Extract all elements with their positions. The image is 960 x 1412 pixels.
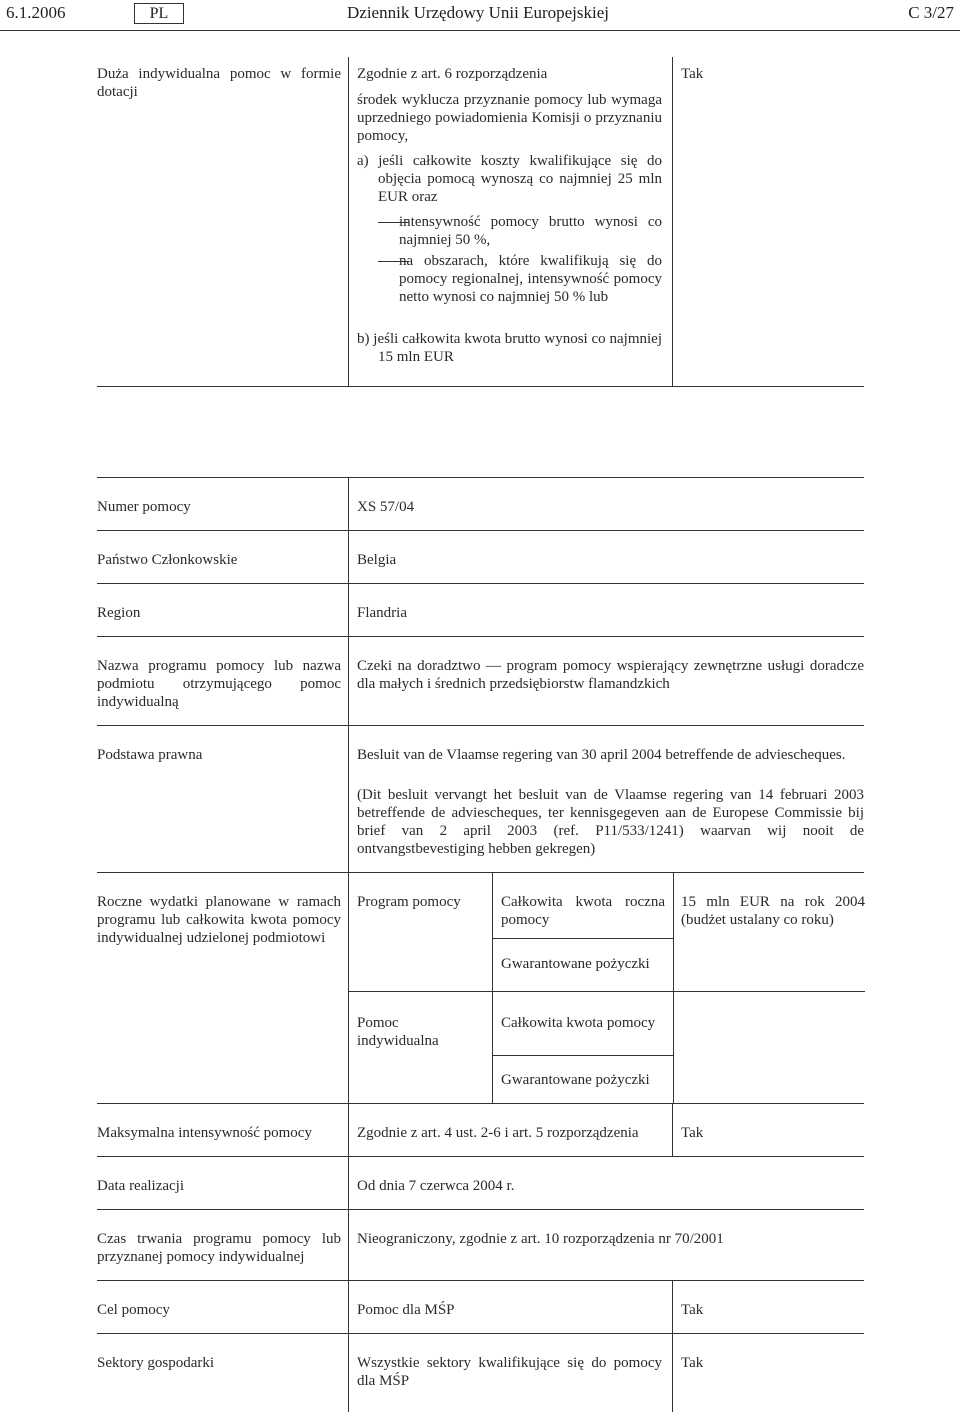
economic-sectors-value: Wszystkie sektory kwalifikujące się do pomocy dla MŚP <box>357 1355 662 1389</box>
max-intensity-value: Zgodnie z art. 4 ust. 2-6 i art. 5 rozporządzenia <box>357 1125 639 1141</box>
row-annual-expenditure <box>97 872 864 1103</box>
large-aid-intro: środek wyklucza przyznanie pomocy lub wymaga uprzedniego powiadomienia Komisji o przyznaniu pomocy, <box>357 92 662 144</box>
large-aid-row <box>97 57 864 387</box>
max-intensity-answer: Tak <box>681 1125 704 1141</box>
row-aid-number <box>97 477 864 530</box>
page-number: C 3/27 <box>908 3 954 22</box>
row-economic-sectors <box>97 1333 864 1412</box>
implementation-date-label: Data realizacji <box>97 1178 185 1194</box>
aid-number-value: XS 57/04 <box>357 499 415 515</box>
annual-expenditure-label: Roczne wydatki planowane w ramach programu lub całkowita kwota pomocy indywidualnej udzielonej podmiotowi <box>97 894 341 946</box>
row-region <box>97 583 864 636</box>
individual-total-label: Całkowita kwota pomocy <box>501 1015 656 1031</box>
program-label: Program pomocy <box>357 894 461 910</box>
aid-number-label: Numer pomocy <box>97 499 191 515</box>
large-aid-point-b: b) jeśli całkowita kwota brutto wynosi co najmniej 15 mln EUR <box>357 331 662 365</box>
individual-loans-label: Gwarantowane pożyczki <box>501 1072 650 1088</box>
row-duration <box>97 1209 864 1280</box>
publication-date: 6.1.2006 <box>6 3 66 22</box>
program-total-value: 15 mln EUR na rok 2004 (budżet ustalany co roku) <box>681 894 865 928</box>
region-label: Region <box>97 605 141 621</box>
economic-sectors-label: Sektory gospodarki <box>97 1355 215 1371</box>
large-aid-label: Duża indywidualna pomoc w formie dotacji <box>97 66 341 100</box>
large-aid-dash-2: na obszarach, które kwalifikują się do pomocy regionalnej, intensywność pomocy netto wynosi co najmniej 50 % lub <box>378 252 662 306</box>
row-max-intensity <box>97 1103 864 1156</box>
language-badge: PL <box>134 3 184 24</box>
large-aid-dash-1: intensywność pomocy brutto wynosi co najmniej 50 %, <box>378 213 662 249</box>
large-aid-point-a: a) jeśli całkowite koszty kwalifikujące się do objęcia pomocą wynoszą co najmniej 25 mln EUR oraz <box>357 153 662 205</box>
economic-sectors-answer: Tak <box>681 1355 704 1371</box>
program-block <box>349 873 865 992</box>
duration-value: Nieograniczony, zgodnie z art. 10 rozporządzenia nr 70/2001 <box>357 1231 724 1247</box>
individual-label: Pomoc indywidualna <box>357 1015 439 1049</box>
max-intensity-label: Maksymalna intensywność pomocy <box>97 1125 312 1141</box>
duration-label: Czas trwania programu pomocy lub przyznanej pomocy indywidualnej <box>97 1231 341 1265</box>
region-value: Flandria <box>357 605 407 621</box>
legal-basis-value-1: Besluit van de Vlaamse regering van 30 april 2004 betreffende de adviescheques. <box>357 747 846 763</box>
row-implementation-date <box>97 1156 864 1209</box>
aid-objective-value: Pomoc dla MŚP <box>357 1302 455 1318</box>
large-aid-answer: Tak <box>681 66 704 82</box>
aid-objective-label: Cel pomocy <box>97 1302 170 1318</box>
aid-objective-answer: Tak <box>681 1302 704 1318</box>
row-legal-basis <box>97 725 864 872</box>
page-header <box>0 0 960 26</box>
legal-basis-label: Podstawa prawna <box>97 747 203 763</box>
scheme-name-value: Czeki na doradztwo — program pomocy wspierający zewnętrzne usługi doradcze dla małych i średnich przedsiębiorstw flamandzkich <box>357 658 864 692</box>
member-state-value: Belgia <box>357 552 397 568</box>
large-aid-heading: Zgodnie z art. 6 rozporządzenia <box>357 66 548 82</box>
journal-title: Dziennik Urzędowy Unii Europejskiej <box>347 3 610 22</box>
individual-block <box>349 992 865 1103</box>
header-rule <box>0 30 960 31</box>
program-total-label: Całkowita kwota roczna pomocy <box>501 894 665 928</box>
implementation-date-value: Od dnia 7 czerwca 2004 r. <box>357 1178 515 1194</box>
large-aid-table <box>97 57 864 387</box>
row-member-state <box>97 530 864 583</box>
program-loans-label: Gwarantowane pożyczki <box>501 956 650 972</box>
member-state-label: Państwo Członkowskie <box>97 552 238 568</box>
scheme-name-label: Nazwa programu pomocy lub nazwa podmiotu otrzymującego pomoc indywidualną <box>97 658 341 710</box>
row-scheme-name <box>97 636 864 725</box>
row-aid-objective <box>97 1280 864 1333</box>
aid-details-table <box>97 477 864 1412</box>
legal-basis-value-2: (Dit besluit vervangt het besluit van de Vlaamse regering van 14 februari 2003 betreffende de adviescheques, ter kennisgegeven aan de Europese Commissie bij brief van 2 april 2003 (ref. P11/533/1241) waarvan wij nooit de ontvangstbevestiging hebben gekregen) <box>357 787 864 857</box>
